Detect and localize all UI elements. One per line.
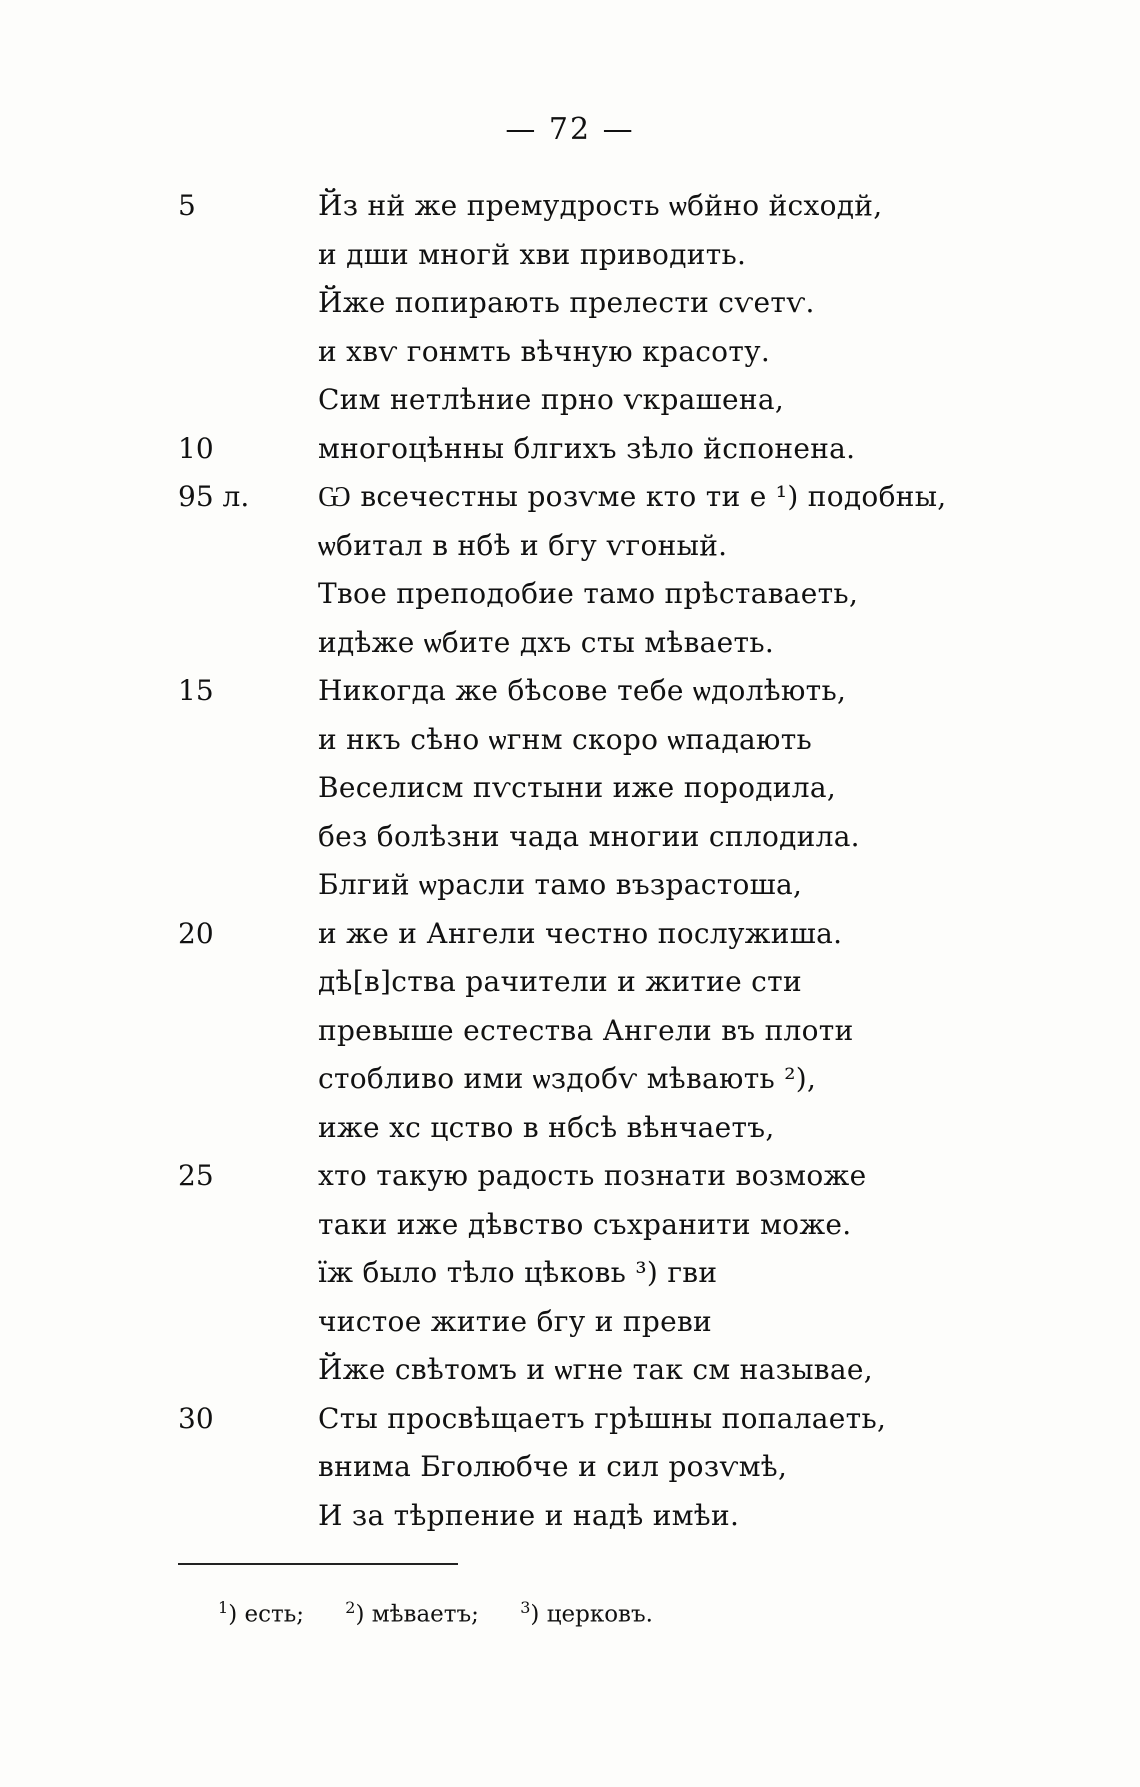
line-text: и же и Ангели честно послужиша. xyxy=(318,916,843,950)
verse-line xyxy=(0,1152,1140,1201)
verse-line xyxy=(0,619,1140,668)
verse-line xyxy=(0,861,1140,910)
verse-line xyxy=(0,716,1140,765)
footnote xyxy=(345,1598,479,1628)
line-text: чистое житие бгу и преви xyxy=(318,1304,712,1338)
verse-line xyxy=(0,376,1140,425)
verse-line xyxy=(0,1007,1140,1056)
line-text: їж было тѣло цѣковь ³) гви xyxy=(318,1256,718,1289)
verse-line xyxy=(0,958,1140,1007)
line-number: 15 xyxy=(178,674,214,707)
line-text: превыше естества Ангели въ плоти xyxy=(318,1013,854,1047)
line-text: без болѣзни чада многии сплодила. xyxy=(318,819,860,853)
line-text: Веселисм пѵстыни иже породила, xyxy=(318,771,837,804)
line-number: 20 xyxy=(178,916,214,950)
verse-line xyxy=(0,570,1140,619)
verse-line xyxy=(0,522,1140,571)
line-number: 25 xyxy=(178,1159,214,1192)
line-text: иже хс цство в нбсѣ вѣнчаетъ, xyxy=(318,1110,775,1144)
verse-line xyxy=(0,1055,1140,1104)
footnote-text: ) мѣваетъ; xyxy=(355,1601,479,1628)
line-number: 10 xyxy=(178,431,214,465)
line-text: хто такую радость познати возможе xyxy=(318,1159,867,1192)
footnote-text: ) церковъ. xyxy=(530,1601,653,1628)
footnote xyxy=(218,1598,304,1628)
verse-line xyxy=(0,813,1140,862)
footnotes xyxy=(218,1598,687,1628)
footnote-divider xyxy=(178,1563,458,1565)
verse-line xyxy=(0,764,1140,813)
footnote xyxy=(520,1598,653,1628)
verse-line xyxy=(0,667,1140,716)
line-text: Блгий ѡрасли тамо възрастоша, xyxy=(318,868,803,901)
verse-line xyxy=(0,1443,1140,1492)
verse-line xyxy=(0,1346,1140,1395)
line-text: таки иже дѣвство съхранити може. xyxy=(318,1207,852,1241)
line-text: и дши многй хви приводить. xyxy=(318,237,747,271)
footnote-mark: 1 xyxy=(218,1598,229,1617)
verse-line xyxy=(0,1298,1140,1347)
verse-line xyxy=(0,1249,1140,1298)
verse-line xyxy=(0,1395,1140,1444)
line-number: 95 л. xyxy=(178,480,250,513)
line-text: Твое преподобие тамо прѣставаеть, xyxy=(318,577,859,610)
verse-line xyxy=(0,328,1140,377)
verse-line xyxy=(0,1104,1140,1153)
line-text: И за тѣрпение и надѣ имѣи. xyxy=(318,1498,740,1532)
line-text: ѡбитал в нбѣ и бгу ѵгоный. xyxy=(318,528,728,562)
line-text: Сты просвѣщаетъ грѣшны попалаеть, xyxy=(318,1401,887,1435)
footnote-mark: 2 xyxy=(345,1598,356,1617)
verse-line xyxy=(0,231,1140,280)
verse-line xyxy=(0,182,1140,231)
line-text: и нкъ сѣно ѡгнм скоро ѡпадають xyxy=(318,722,813,756)
footnote-mark: 3 xyxy=(520,1598,531,1617)
line-text: Йз нй же премудрость ѡбйно йсходй, xyxy=(318,189,883,222)
line-text: и хвѵ гонмть вѣчную красоту. xyxy=(318,334,771,368)
verse-line xyxy=(0,279,1140,328)
verse-line xyxy=(0,473,1140,522)
line-text: многоцѣнны блгихъ зѣло йспонена. xyxy=(318,431,856,465)
footnote-text: ) есть; xyxy=(228,1601,304,1628)
verse-line xyxy=(0,1492,1140,1541)
line-number: 30 xyxy=(178,1401,214,1435)
line-text: Сим нетлѣние прно ѵкрашена, xyxy=(318,383,785,416)
line-text: стобливо ими ѡздобѵ мѣвають ²), xyxy=(318,1062,817,1095)
line-text: дѣ[в]ства рачители и житие сти xyxy=(318,965,802,998)
line-text: Йже попирають прелести сѵетѵ. xyxy=(318,286,815,319)
verse-line xyxy=(0,425,1140,474)
verse-line xyxy=(0,1201,1140,1250)
line-text: Никогда же бѣсове тебе ѡдолѣють, xyxy=(318,674,847,707)
line-text: Ѡ всечестны розѵме кто ти е ¹) подобны, xyxy=(318,480,947,513)
line-text: Йже свѣтомъ и ѡгне так см называе, xyxy=(318,1353,873,1386)
verse-line xyxy=(0,910,1140,959)
line-text: идѣже ѡбите дхъ сты мѣваеть. xyxy=(318,625,775,659)
line-number: 5 xyxy=(178,189,196,222)
page-number: — 72 — xyxy=(505,112,635,147)
verse-block xyxy=(0,182,1140,1540)
line-text: внима Бголюбче и сил розѵмѣ, xyxy=(318,1450,788,1483)
